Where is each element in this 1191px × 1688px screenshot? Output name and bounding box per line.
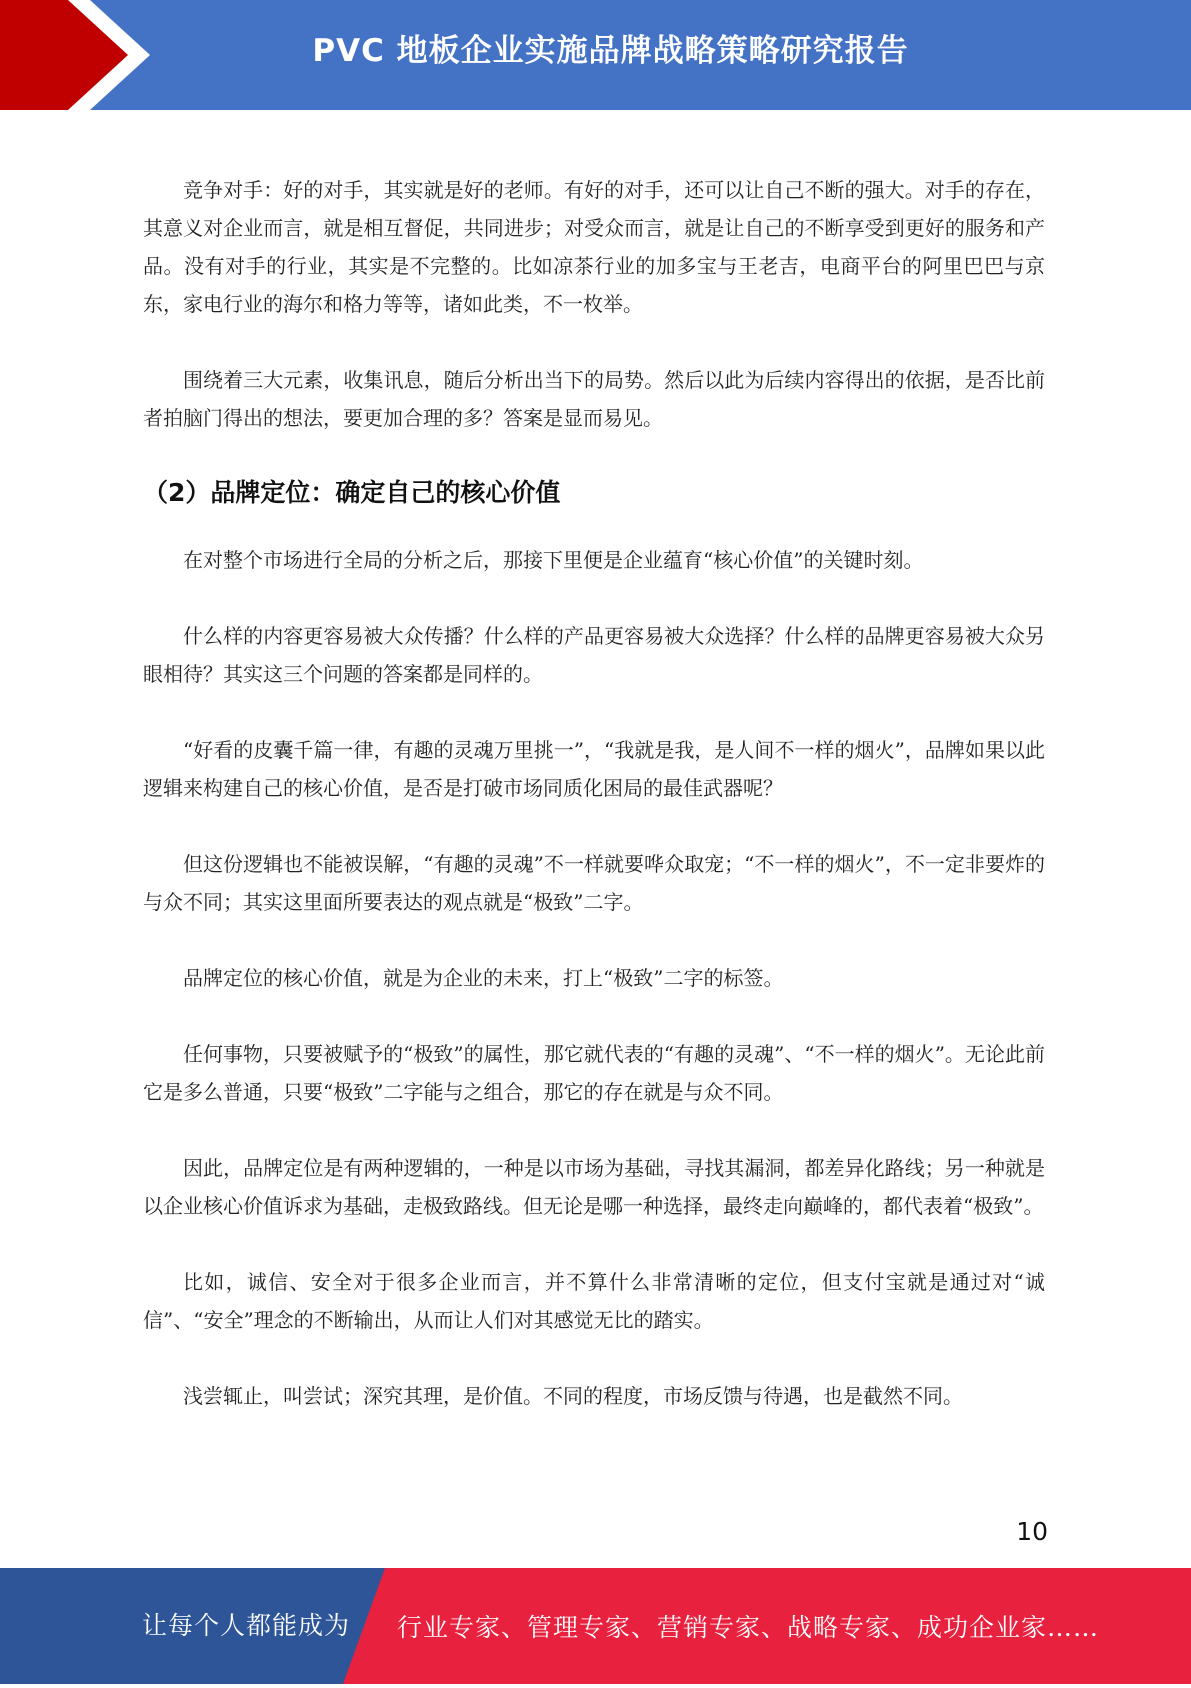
paragraph: 比如，诚信、安全对于很多企业而言，并不算什么非常清晰的定位，但支付宝就是通过对“诚信”、“安全”理念的不断输出，从而让人们对其感觉无比的踏实。: [143, 1270, 1045, 1332]
header-title: PVC 地板企业实施品牌战略策略研究报告: [312, 33, 909, 69]
paragraph: 什么样的内容更容易被大众传播？什么样的产品更容易被大众选择？什么样的品牌更容易被大众另眼相待？其实这三个问题的答案都是同样的。: [143, 624, 1045, 686]
page-number: 10: [1016, 1517, 1048, 1546]
paragraph: 因此，品牌定位是有两种逻辑的，一种是以市场为基础，寻找其漏洞，都差异化路线；另一种就是以企业核心价值诉求为基础，走极致路线。但无论是哪一种选择，最终走向巅峰的，都代表着“极致”。: [143, 1156, 1045, 1218]
paragraph: 浅尝辄止，叫尝试；深究其理，是价值。不同的程度，市场反馈与待遇，也是截然不同。: [183, 1384, 963, 1408]
paragraph: “好看的皮囊千篇一律，有趣的灵魂万里挑一”，“我就是我，是人间不一样的烟火”，品牌如果以此逻辑来构建自己的核心价值，是否是打破市场同质化困局的最佳武器呢？: [143, 738, 1045, 800]
paragraph: 品牌定位的核心价值，就是为企业的未来，打上“极致”二字的标签。: [183, 966, 784, 990]
paragraph: 围绕着三大元素，收集讯息，随后分析出当下的局势。然后以此为后续内容得出的依据，是否比前者拍脑门得出的想法，要更加合理的多？答案是显而易见。: [143, 368, 1045, 430]
footer-slogan-right: 行业专家、管理专家、营销专家、战略专家、成功企业家……: [397, 1613, 1100, 1642]
paragraph: 任何事物，只要被赋予的“极致”的属性，那它就代表的“有趣的灵魂”、“不一样的烟火”。无论此前它是多么普通，只要“极致”二字能与之组合，那它的存在就是与众不同。: [143, 1042, 1045, 1104]
paragraph: 但这份逻辑也不能被误解，“有趣的灵魂”不一样就要哗众取宠；“不一样的烟火”，不一定非要炸的与众不同；其实这里面所要表达的观点就是“极致”二字。: [143, 852, 1045, 914]
page-footer: [0, 1568, 1191, 1684]
main-content: [143, 171, 1045, 1415]
section-heading: （2）品牌定位：确定自己的核心价值: [143, 478, 561, 507]
paragraph: 竞争对手：好的对手，其实就是好的老师。有好的对手，还可以让自己不断的强大。对手的存在，其意义对企业而言，就是相互督促，共同进步；对受众而言，就是让自己的不断享受到更好的服务和产品。没有对手的行业，其实是不完整的。比如凉茶行业的加多宝与王老吉，电商平台的阿里巴巴与京东，家电行业的海尔和格力等等，诸如此类，不一枚举。: [143, 178, 1045, 316]
footer-slogan-left: 让每个人都能成为: [142, 1611, 351, 1640]
paragraph: 在对整个市场进行全局的分析之后，那接下里便是企业蕴育“核心价值”的关键时刻。: [183, 548, 924, 572]
page-header: [0, 0, 1191, 110]
